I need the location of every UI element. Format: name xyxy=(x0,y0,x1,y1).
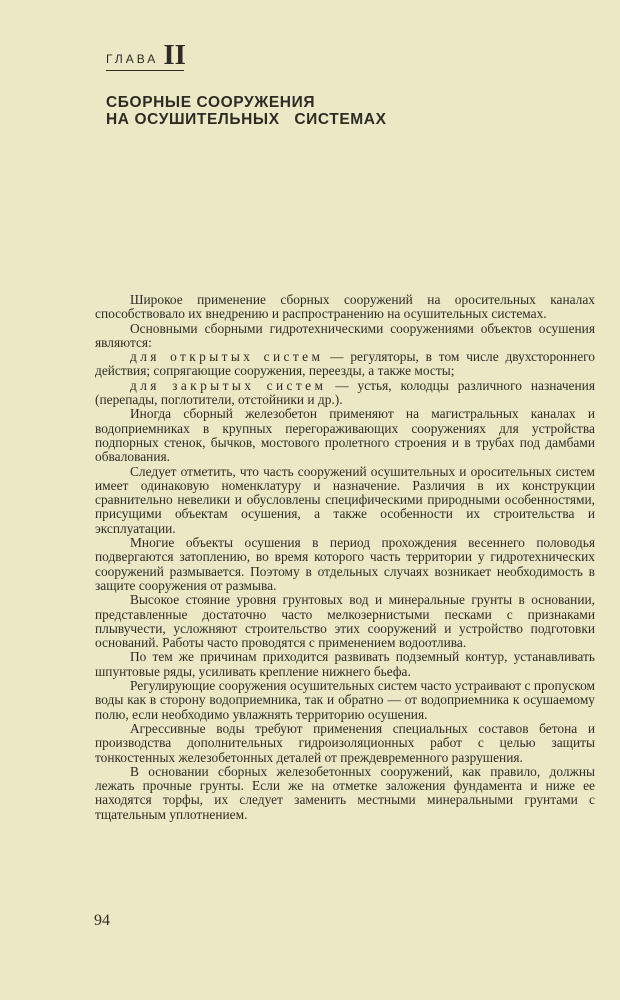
paragraph: Агрессивные воды требуют применения специальных составов бетона и производства дополнительных гидроизоляционных работ с целью защиты тонкостенных железобетонных деталей от преждевременного разрушения. xyxy=(95,720,595,765)
paragraph: Многие объекты осушения в период прохождения весеннего половодья подвергаются затоплению, во время которого часть территории у гидротехнических сооружений размывается. Поэтому в отдельных случаях возникает необходимость в защите сооружения от размыва. xyxy=(95,535,595,593)
list-item-text: — устья, колодцы различного назначения (перепады, поглотители, отстойники и др.). xyxy=(95,377,595,408)
paragraph: В основании сборных железобетонных сооружений, как правило, должны лежать прочные грунты. Если же на отметке заложения фундамента и ниже ее находятся торфы, их следует заменить местными минеральными грунтами с тщательным уплотнением. xyxy=(95,763,595,822)
chapter-title-line-1: СБОРНЫЕ СООРУЖЕНИЯ xyxy=(106,94,316,111)
chapter-title-line-2: НА ОСУШИТЕЛЬНЫХ СИСТЕМАХ xyxy=(106,111,387,128)
page-number: 94 xyxy=(94,912,110,929)
body-text xyxy=(95,293,595,822)
chapter-number: II xyxy=(163,39,186,71)
list-item-open-systems xyxy=(95,350,595,379)
paragraph: По тем же причинам приходится развивать подземный контур, устанавливать шпунтовые ряды, усиливать крепление нижнего бьефа. xyxy=(95,649,595,679)
paragraph: Основными сборными гидротехническими сооружениями объектов осушения являются: xyxy=(95,320,595,350)
paragraph: Следует отметить, что часть сооружений осушительных и оросительных систем имеет одинаковую номенклатуру и назначение. Различия в их конструкции сравнительно невелики и обусловлены специфическими природными особенностями, присущими объектам осушения, а также особенности их строительства и эксплуатации. xyxy=(95,463,595,536)
spaced-lead: для закрытых систем xyxy=(130,377,327,393)
chapter-title xyxy=(106,94,526,128)
spaced-lead: для открытых систем xyxy=(130,349,324,365)
paragraph: Иногда сборный железобетон применяют на магистральных каналах и водоприемниках в крупных перегораживающих сооружениях для устройства подпорных стенок, бычков, мостового пролетного строения и в трубах под дамбами обвалования. xyxy=(95,406,595,465)
chapter-word: ГЛАВА xyxy=(106,52,159,66)
paragraph: Широкое применение сборных сооружений на оросительных каналах способствовало их внедрению и распространению на осушительных системах. xyxy=(95,292,595,322)
paragraph: Высокое стояние уровня грунтовых вод и минеральные грунты в основании, представленные достаточно часто мелкозернистыми песками с признаками плывучести, усложняют строительство этих сооружений и устройство подготовки оснований. Работы часто проводятся с применением водоотлива. xyxy=(95,592,595,651)
list-item-text: — регуляторы, в том числе двухстороннего действия; сопрягающие сооружения, переезды, а также мосты; xyxy=(95,349,595,379)
list-item-closed-systems xyxy=(95,379,595,408)
paragraph: Регулирующие сооружения осушительных систем часто устраивают с пропуском воды как в сторону водоприемника, так и обратно — от водоприемника к осушаемому полю, если необходимо увлажнять территорию осушения. xyxy=(95,678,595,722)
chapter-heading xyxy=(106,39,186,71)
